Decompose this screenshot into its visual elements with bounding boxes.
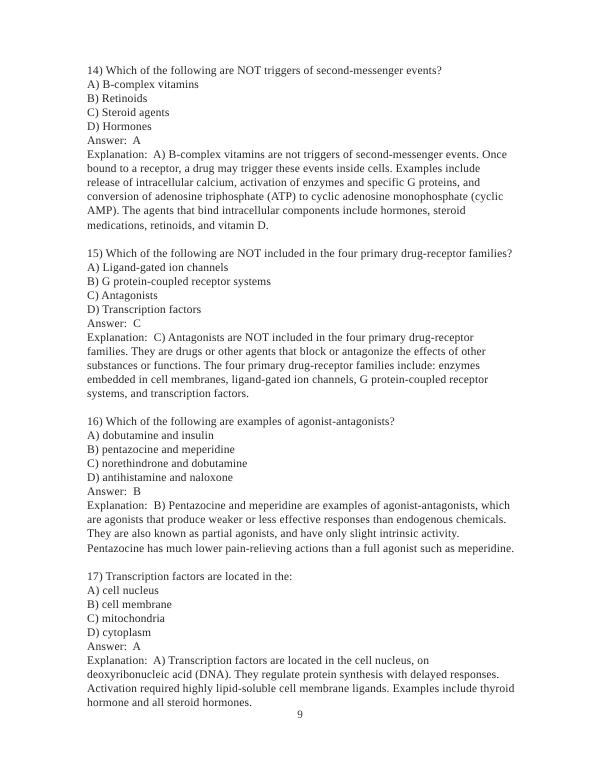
page-number: 9 <box>297 709 303 721</box>
answer-option[interactable]: D) Transcription factors <box>87 302 202 316</box>
question-block <box>87 64 519 233</box>
answer-key: Answer: C <box>87 316 141 330</box>
answer-option[interactable]: C) Steroid agents <box>87 106 170 120</box>
explanation-line: medications, retinoids, and vitamin D. <box>87 218 269 232</box>
answer-option[interactable]: D) Hormones <box>87 120 152 134</box>
explanation-line: release of intracellular calcium, activation of enzymes and specific G proteins, and <box>87 176 481 190</box>
answer-option[interactable]: D) cytoplasm <box>87 625 152 639</box>
answer-option[interactable]: D) antihistamine and naloxone <box>87 471 233 485</box>
answer-option[interactable]: A) Ligand-gated ion channels <box>87 260 229 274</box>
explanation-line: AMP). The agents that bind intracellular components include hormones, steroid <box>87 204 466 218</box>
answer-option[interactable]: C) Antagonists <box>87 288 158 302</box>
explanation-line: Explanation: C) Antagonists are NOT included in the four primary drug-receptor <box>87 330 474 344</box>
explanation-line: Explanation: A) B-complex vitamins are not triggers of second-messenger events. Once <box>87 148 508 162</box>
explanation-line: Explanation: A) Transcription factors are located in the cell nucleus, on <box>87 653 430 667</box>
question-stem: 17) Transcription factors are located in the: <box>87 569 293 583</box>
explanation-line: deoxyribonucleic acid (DNA). They regulate protein synthesis with delayed responses. <box>87 667 500 681</box>
answer-option[interactable]: A) dobutamine and insulin <box>87 429 214 443</box>
question-stem: 16) Which of the following are examples of agonist-antagonists? <box>87 415 395 429</box>
answer-option[interactable]: B) cell membrane <box>87 597 172 611</box>
answer-key: Answer: B <box>87 485 141 499</box>
answer-key: Answer: A <box>87 134 141 148</box>
answer-option[interactable]: A) B-complex vitamins <box>87 78 199 92</box>
answer-option[interactable]: C) norethindrone and dobutamine <box>87 457 248 471</box>
explanation-line: bound to a receptor, a drug may trigger these events inside cells. Examples include <box>87 162 481 176</box>
explanation-line: systems, and transcription factors. <box>87 387 250 401</box>
answer-option[interactable]: C) mitochondria <box>87 611 166 625</box>
question-list <box>87 64 519 710</box>
explanation-line: are agonists that produce weaker or less effective responses than endogenous chemicals. <box>87 513 507 527</box>
explanation-line: Pentazocine has much lower pain-relieving actions than a full agonist such as meperidine. <box>87 541 515 555</box>
question-block <box>87 415 519 555</box>
answer-option[interactable]: A) cell nucleus <box>87 583 159 597</box>
question-stem: 14) Which of the following are NOT triggers of second-messenger events? <box>87 64 442 77</box>
explanation-line: substances or functions. The four primary drug-receptor families include: enzymes <box>87 358 480 372</box>
answer-option[interactable]: B) Retinoids <box>87 92 148 106</box>
explanation-line: hormone and all steroid hormones. <box>87 695 253 709</box>
explanation-line: Explanation: B) Pentazocine and meperidine are examples of agonist-antagonists, which <box>87 499 511 513</box>
answer-key: Answer: A <box>87 639 141 653</box>
answer-option[interactable]: B) G protein-coupled receptor systems <box>87 274 271 288</box>
explanation-line: Activation required highly lipid-soluble cell membrane ligands. Examples include thyroid <box>87 681 515 695</box>
explanation-line: families. They are drugs or other agents that block or antagonize the effects of other <box>87 344 486 358</box>
explanation-line: They are also known as partial agonists, and have only slight intrinsic activity. <box>87 527 460 541</box>
question-block <box>87 570 519 710</box>
question-block <box>87 247 519 402</box>
explanation-line: embedded in cell membranes, ligand-gated ion channels, G protein-coupled receptor <box>87 372 489 386</box>
answer-option[interactable]: B) pentazocine and meperidine <box>87 443 235 457</box>
explanation-line: conversion of adenosine triphosphate (ATP) to cyclic adenosine monophosphate (cyclic <box>87 190 504 204</box>
question-stem: 15) Which of the following are NOT included in the four primary drug-receptor families? <box>87 246 513 260</box>
